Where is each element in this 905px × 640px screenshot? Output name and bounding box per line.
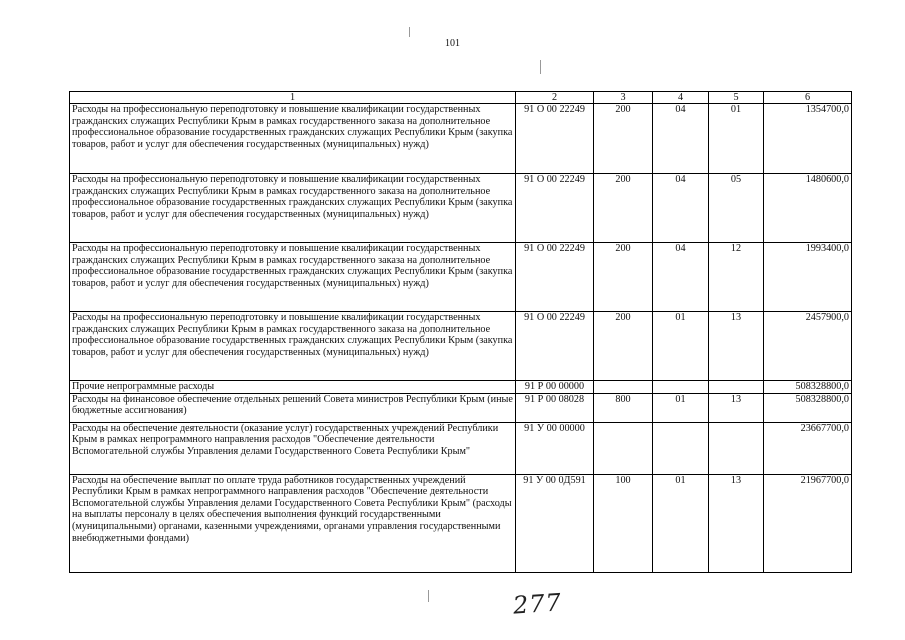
table-row	[70, 393, 852, 422]
column-header: 1	[70, 92, 516, 104]
budget-table	[69, 91, 852, 573]
row-code: 91 У 00 00000	[516, 422, 594, 474]
row-description: Расходы на профессиональную переподготовку и повышение квалификации государственных гражданских служащих Республики Крым в рамках государственного заказа на дополнительное профессиональное образование государственных гражданских служащих Республики Крым (закупка товаров, работ и услуг для обеспечения государственных (муниципальных) нужд)	[70, 243, 516, 312]
row-subsection: 01	[709, 104, 764, 174]
column-header: 4	[653, 92, 709, 104]
row-code: 91 О 00 22249	[516, 104, 594, 174]
row-section: 01	[653, 474, 709, 572]
table-row	[70, 104, 852, 174]
table-row	[70, 422, 852, 474]
row-section: 01	[653, 312, 709, 381]
row-amount: 508328800,0	[764, 393, 852, 422]
row-subsection	[709, 422, 764, 474]
row-description: Расходы на обеспечение выплат по оплате труда работников государственных учреждений Республики Крым в рамках непрограммного направления расходов "Обеспечение деятельности Вспомогательной службы Управления делами Государственного Совета Республики Крым" (расходы на выплаты персоналу в целях обеспечения выполнения функций государственными (муниципальными) органами, казенными учреждениями, органами управления государственными внебюджетными фондами)	[70, 474, 516, 572]
row-section: 04	[653, 243, 709, 312]
table-row	[70, 174, 852, 243]
table-row	[70, 474, 852, 572]
row-expense-type: 800	[594, 393, 653, 422]
row-subsection	[709, 381, 764, 394]
row-amount: 508328800,0	[764, 381, 852, 394]
row-subsection: 13	[709, 474, 764, 572]
row-code: 91 У 00 0Д591	[516, 474, 594, 572]
row-description: Прочие непрограммные расходы	[70, 381, 516, 394]
row-subsection: 13	[709, 393, 764, 422]
scan-mark	[428, 590, 429, 602]
row-code: 91 Р 00 00000	[516, 381, 594, 394]
row-amount: 1354700,0	[764, 104, 852, 174]
table-row	[70, 312, 852, 381]
scan-mark	[409, 27, 410, 37]
row-section: 01	[653, 393, 709, 422]
row-expense-type: 200	[594, 243, 653, 312]
row-subsection: 13	[709, 312, 764, 381]
row-section: 04	[653, 104, 709, 174]
row-code: 91 О 00 22249	[516, 174, 594, 243]
row-section: 04	[653, 174, 709, 243]
row-expense-type: 100	[594, 474, 653, 572]
row-description: Расходы на профессиональную переподготовку и повышение квалификации государственных гражданских служащих Республики Крым в рамках государственного заказа на дополнительное профессиональное образование государственных гражданских служащих Республики Крым (закупка товаров, работ и услуг для обеспечения государственных (муниципальных) нужд)	[70, 104, 516, 174]
row-code: 91 О 00 22249	[516, 243, 594, 312]
row-subsection: 05	[709, 174, 764, 243]
table-row	[70, 243, 852, 312]
column-header: 3	[594, 92, 653, 104]
column-header: 6	[764, 92, 852, 104]
row-section	[653, 422, 709, 474]
column-header: 5	[709, 92, 764, 104]
row-expense-type	[594, 422, 653, 474]
row-expense-type	[594, 381, 653, 394]
row-section	[653, 381, 709, 394]
row-code: 91 О 00 22249	[516, 312, 594, 381]
row-description: Расходы на обеспечение деятельности (оказание услуг) государственных учреждений Республики Крым в рамках непрограммного направления расходов "Обеспечение деятельности Вспомогательной службы Управления делами Государственного Совета Республики Крым"	[70, 422, 516, 474]
row-subsection: 12	[709, 243, 764, 312]
page-number: 101	[445, 38, 460, 49]
table-header-row	[70, 92, 852, 104]
column-header: 2	[516, 92, 594, 104]
row-description: Расходы на финансовое обеспечение отдельных решений Совета министров Республики Крым (иные бюджетные ассигнования)	[70, 393, 516, 422]
row-amount: 1993400,0	[764, 243, 852, 312]
row-amount: 21967700,0	[764, 474, 852, 572]
row-amount: 1480600,0	[764, 174, 852, 243]
scan-mark	[540, 60, 541, 74]
handwritten-page-note: 277	[512, 588, 563, 620]
row-expense-type: 200	[594, 312, 653, 381]
row-amount: 2457900,0	[764, 312, 852, 381]
row-amount: 23667700,0	[764, 422, 852, 474]
row-code: 91 Р 00 08028	[516, 393, 594, 422]
table-row	[70, 381, 852, 394]
row-expense-type: 200	[594, 104, 653, 174]
row-description: Расходы на профессиональную переподготовку и повышение квалификации государственных гражданских служащих Республики Крым в рамках государственного заказа на дополнительное профессиональное образование государственных гражданских служащих Республики Крым (закупка товаров, работ и услуг для обеспечения государственных (муниципальных) нужд)	[70, 312, 516, 381]
row-description: Расходы на профессиональную переподготовку и повышение квалификации государственных гражданских служащих Республики Крым в рамках государственного заказа на дополнительное профессиональное образование государственных гражданских служащих Республики Крым (закупка товаров, работ и услуг для обеспечения государственных (муниципальных) нужд)	[70, 174, 516, 243]
row-expense-type: 200	[594, 174, 653, 243]
